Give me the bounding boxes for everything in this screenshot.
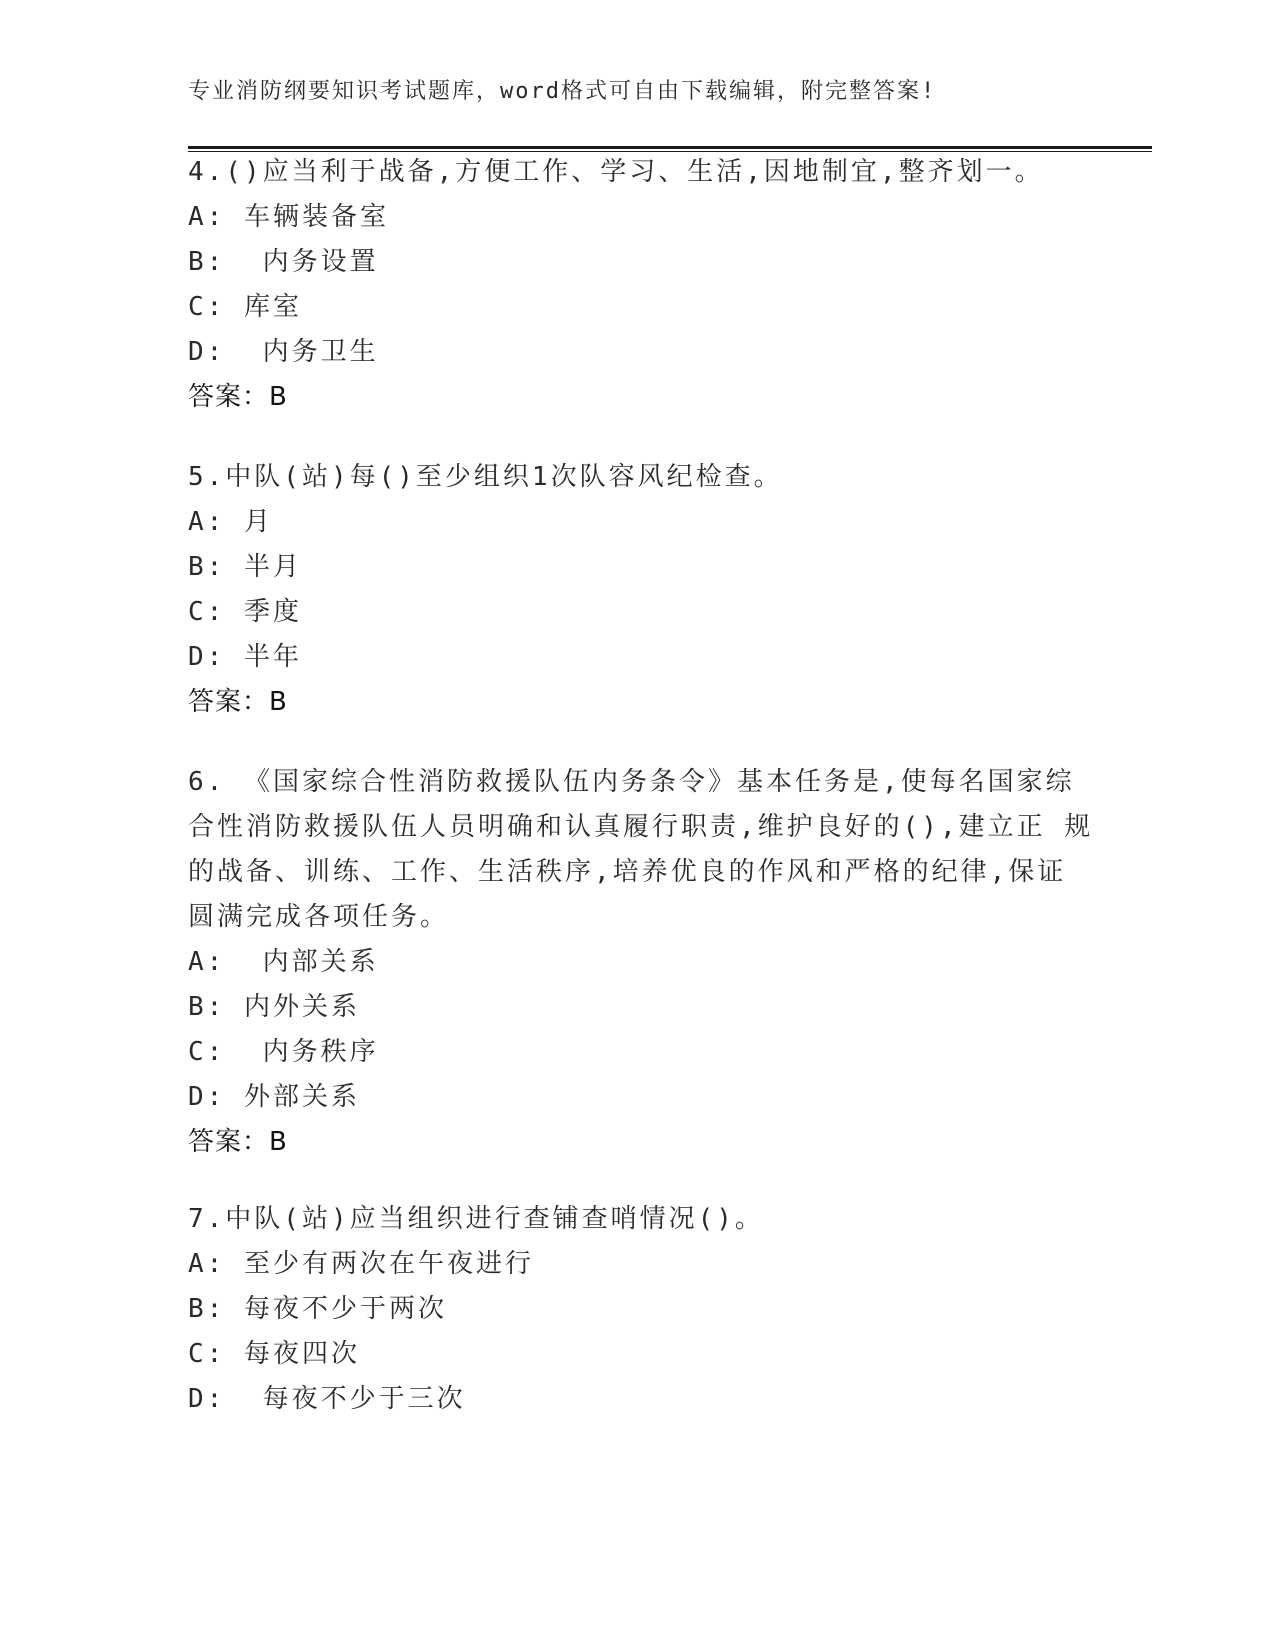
option-a: A: 至少有两次在午夜进行 — [188, 1249, 534, 1279]
option-a: A: 内部关系 — [188, 947, 379, 977]
question-6 — [188, 760, 1094, 1165]
question-stem-line: 合性消防救援队伍人员明确和认真履行职责,维护良好的(),建立正 规 — [188, 812, 1094, 842]
option-b: B: 半月 — [188, 552, 302, 582]
option-c: C: 库室 — [188, 292, 302, 322]
question-stem: 7.中队(站)应当组织进行查铺查哨情况()。 — [188, 1204, 764, 1234]
question-stem: 5.中队(站)每()至少组织1次队容风纪检查。 — [188, 462, 783, 492]
option-b: B: 每夜不少于两次 — [188, 1294, 447, 1324]
question-stem-line: 圆满完成各项任务。 — [188, 902, 450, 932]
question-7 — [188, 1197, 1088, 1422]
option-c: C: 内务秩序 — [188, 1037, 379, 1067]
option-a: A: 车辆装备室 — [188, 202, 389, 232]
answer: 答案：B — [188, 382, 288, 412]
answer: 答案：B — [188, 1127, 288, 1157]
option-b: B: 内外关系 — [188, 992, 360, 1022]
question-stem-line: 的战备、训练、工作、生活秩序,培养优良的作风和严格的纪律,保证 — [188, 857, 1067, 887]
option-c: C: 季度 — [188, 597, 302, 627]
header-text: 专业消防纲要知识考试题库，word格式可自由下载编辑，附完整答案! — [188, 79, 937, 104]
option-c: C: 每夜四次 — [188, 1339, 360, 1369]
option-a: A: 月 — [188, 507, 273, 537]
question-stem: 4.()应当利于战备,方便工作、学习、生活,因地制宜,整齐划一。 — [188, 157, 1044, 187]
option-d: D: 半年 — [188, 642, 302, 672]
question-4 — [188, 150, 1088, 420]
option-d: D: 每夜不少于三次 — [188, 1384, 466, 1414]
option-d: D: 内务卫生 — [188, 337, 379, 367]
option-d: D: 外部关系 — [188, 1082, 360, 1112]
option-b: B: 内务设置 — [188, 247, 379, 277]
header-divider-thick — [188, 146, 1152, 149]
answer: 答案：B — [188, 687, 288, 717]
question-5 — [188, 455, 1088, 725]
question-stem-line: 6. 《国家综合性消防救援队伍内务条令》基本任务是,使每名国家综 — [188, 767, 1075, 797]
